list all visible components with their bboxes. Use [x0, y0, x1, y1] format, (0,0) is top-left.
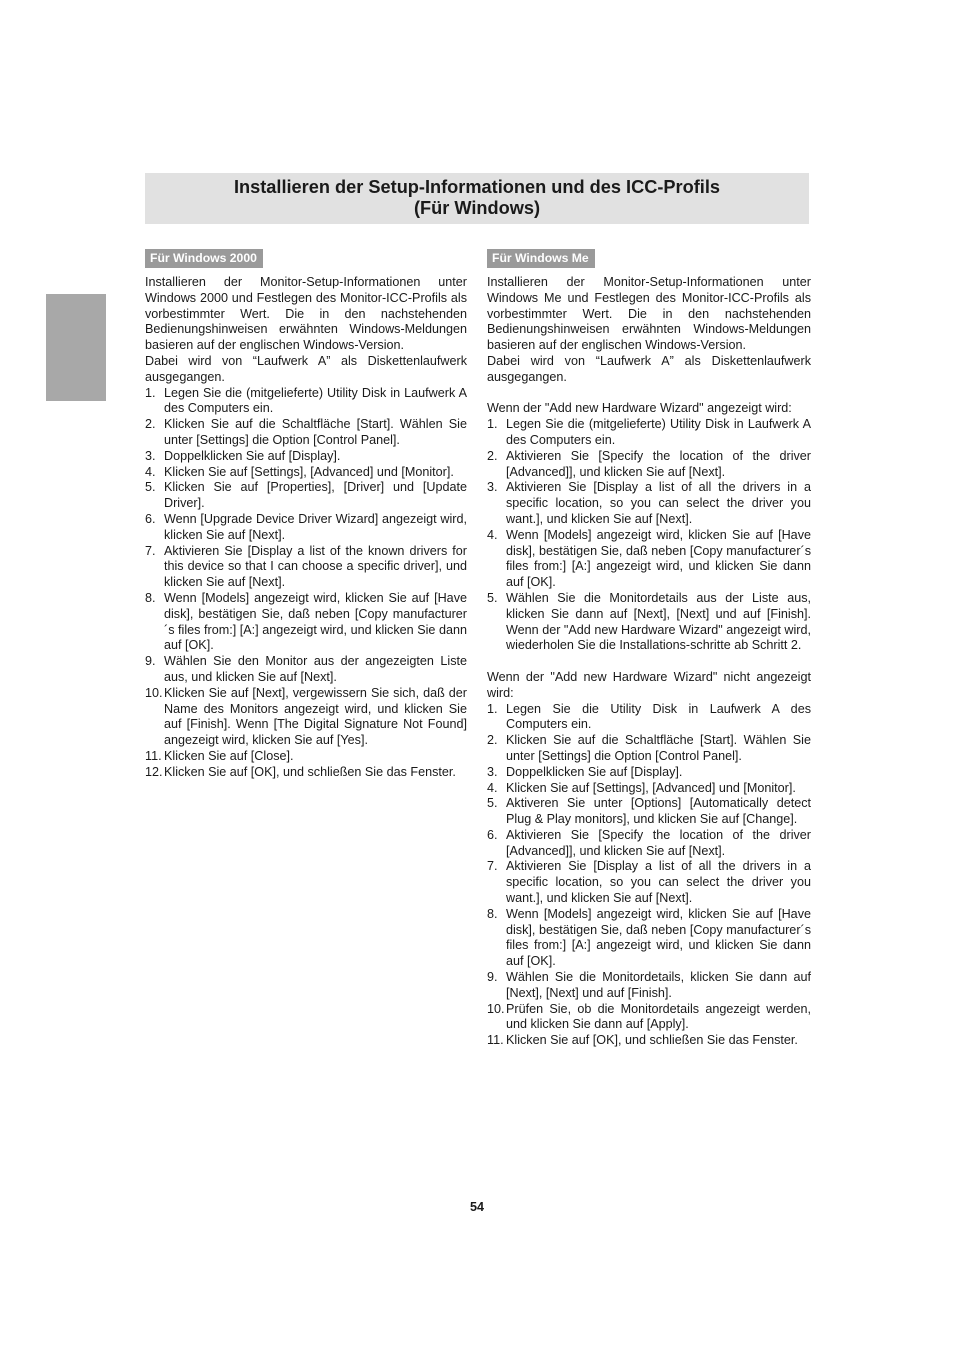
step-number: 2.: [145, 417, 156, 432]
step-number: 9.: [145, 654, 156, 669]
list-item: [145, 591, 467, 654]
list-item: [145, 512, 467, 544]
list-item: [145, 386, 467, 418]
page-title: [145, 173, 809, 224]
drive-note: Dabei wird von “Laufwerk A” als Diskettenlaufwerk ausgegangen.: [487, 353, 811, 384]
step-text: Wählen Sie die Monitordetails, klicken Sie dann auf [Next], [Next] und auf [Finish].: [506, 970, 811, 1000]
list-item: [487, 859, 811, 906]
step-number: 1.: [487, 701, 498, 716]
step-number: 7.: [145, 543, 156, 558]
step-number: 9.: [487, 970, 498, 985]
step-text: Wenn [Models] angezeigt wird, klicken Sie auf [Have disk], bestätigen Sie, daß neben [Copy manufacturer´s files from:] [A:] angezeigt wird, und klicken Sie dann auf [OK].: [164, 590, 467, 653]
spacer: [487, 654, 811, 670]
list-item: [487, 796, 811, 828]
step-number: 1.: [145, 385, 156, 400]
list-item: [487, 733, 811, 765]
step-text: Wählen Sie den Monitor aus der angezeigten Liste aus, und klicken Sie auf [Next].: [164, 654, 467, 684]
step-number: 6.: [487, 827, 498, 842]
step-number: 4.: [145, 464, 156, 479]
list-item: [145, 544, 467, 591]
step-text: Aktivieren Sie [Display a list of all the drivers in a specific location, so you can select the driver you want.], und klicken Sie auf [Next].: [506, 859, 811, 906]
list-item: [145, 417, 467, 449]
step-number: 2.: [487, 733, 498, 748]
list-item: [487, 702, 811, 734]
step-number: 5.: [487, 796, 498, 811]
steps-list: [487, 417, 811, 654]
list-item: [145, 654, 467, 686]
step-text: Prüfen Sie, ob die Monitordetails angezeigt werden, und klicken Sie dann auf [Apply].: [506, 1001, 811, 1032]
list-item: [487, 528, 811, 591]
step-number: 3.: [487, 764, 498, 779]
page-title-line2: (Für Windows): [413, 197, 541, 218]
list-item: [145, 480, 467, 512]
case-heading-wizard-shown: Wenn der "Add new Hardware Wizard" angezeigt wird:: [487, 401, 792, 416]
case-heading-wizard-not-shown: Wenn der "Add new Hardware Wizard" nicht angezeigt wird:: [487, 669, 811, 700]
step-text: Aktivieren Sie [Specify the location of the driver [Advanced]], und klicken Sie auf [Next].: [506, 827, 811, 858]
windows-2000-section: [145, 249, 467, 781]
list-item: [487, 591, 811, 654]
drive-note: Dabei wird von “Laufwerk A” als Diskettenlaufwerk ausgegangen.: [145, 353, 467, 384]
step-number: 10.: [145, 685, 163, 700]
list-item: [487, 1033, 811, 1049]
step-number: 11.: [487, 1033, 504, 1048]
page-title-line1: Installieren der Setup-Informationen und des ICC-Profils: [233, 177, 721, 197]
step-text: Klicken Sie auf [Properties], [Driver] und [Update Driver].: [164, 480, 467, 511]
step-text: Aktivieren Sie [Specify the location of the driver [Advanced]], und klicken Sie auf [Next].: [506, 448, 811, 479]
step-text: Wenn [Models] angezeigt wird, klicken Sie auf [Have disk], bestätigen Sie, daß neben [Copy manufacturer´s files from:] [A:] angezeigt wird, und klicken Sie dann auf [OK].: [506, 527, 811, 590]
step-text: Aktivieren Sie [Display a list of the known drivers for this device so that I can choose a specific driver], und klicken Sie auf [Next].: [164, 543, 467, 590]
step-number: 3.: [145, 448, 156, 463]
step-number: 6.: [145, 511, 156, 526]
list-item: [487, 828, 811, 860]
list-item: [487, 1002, 811, 1034]
step-text: Klicken Sie auf [Settings], [Advanced] und [Monitor].: [164, 464, 454, 479]
list-item: [487, 480, 811, 527]
list-item: [487, 970, 811, 1002]
step-text: Legen Sie die (mitgelieferte) Utility Disk in Laufwerk A des Computers ein.: [506, 417, 811, 447]
step-text: Klicken Sie auf [Settings], [Advanced] und [Monitor].: [506, 780, 796, 795]
step-text: Klicken Sie auf die Schaltfläche [Start]. Wählen Sie unter [Settings] die Option [Control Panel].: [506, 733, 811, 763]
list-item: [487, 765, 811, 781]
list-item: [487, 907, 811, 970]
list-item: [145, 465, 467, 481]
step-text: Legen Sie die (mitgelieferte) Utility Disk in Laufwerk A des Computers ein.: [164, 385, 467, 416]
step-number: 7.: [487, 859, 498, 874]
step-number: 5.: [145, 480, 156, 495]
step-text: Legen Sie die Utility Disk in Laufwerk A des Computers ein.: [506, 701, 811, 732]
step-text: Klicken Sie auf [OK], und schließen Sie das Fenster.: [164, 764, 456, 779]
step-number: 4.: [487, 527, 498, 542]
step-text: Klicken Sie auf [Next], vergewissern Sie sich, daß der Name des Monitors angezeigt wird, und klicken Sie auf [Finish]. Wenn [The Digital Signature Not Found] angezeigt wird, klicken Sie auf [Yes].: [164, 685, 467, 748]
step-text: Wählen Sie die Monitordetails aus der Liste aus, klicken Sie dann auf [Next], [Next] und auf [Finish]. Wenn der "Add new Hardware Wizard" angezeigt wird, wiederholen Sie die Installations-schritte ab Schritt 2.: [506, 590, 811, 653]
intro-paragraph: Installieren der Monitor-Setup-Informationen unter Windows Me und Festlegen des Monitor-ICC-Profils als vorbestimmter Wert. Die in den nachstehenden Bedienungshinweisen erwähnten Windows-Meldungen basieren auf der englischen Windows-Version.: [487, 275, 811, 353]
step-number: 10.: [487, 1001, 505, 1016]
step-number: 1.: [487, 417, 498, 432]
step-number: 3.: [487, 480, 498, 495]
step-text: Wenn [Upgrade Device Driver Wizard] angezeigt wird, klicken Sie auf [Next].: [164, 511, 467, 542]
list-item: [487, 417, 811, 449]
windows-me-section: [487, 249, 811, 1049]
step-number: 11.: [145, 748, 162, 763]
steps-list: [145, 386, 467, 781]
list-item: [145, 449, 467, 465]
page-number: 54: [469, 1200, 484, 1214]
step-number: 4.: [487, 780, 498, 795]
list-item: [145, 749, 467, 765]
step-text: Doppelklicken Sie auf [Display].: [164, 448, 341, 463]
step-text: Aktiveren Sie unter [Options] [Automatically detect Plug & Play monitors], und klicken Sie auf [Change].: [506, 796, 811, 827]
step-number: 8.: [487, 906, 498, 921]
step-number: 8.: [145, 590, 156, 605]
step-text: Klicken Sie auf die Schaltfläche [Start]. Wählen Sie unter [Settings] die Option [Control Panel].: [164, 417, 467, 447]
list-item: [145, 686, 467, 749]
step-number: 12.: [145, 764, 163, 779]
side-tab-marker: [46, 294, 106, 401]
section-label-windows-me: Für Windows Me: [487, 249, 595, 268]
step-text: Doppelklicken Sie auf [Display].: [506, 764, 683, 779]
list-item: [487, 781, 811, 797]
step-text: Klicken Sie auf [OK], und schließen Sie das Fenster.: [506, 1033, 798, 1048]
step-number: 2.: [487, 448, 498, 463]
steps-list: [487, 702, 811, 1050]
section-label-windows-2000: Für Windows 2000: [145, 249, 263, 268]
list-item: [487, 449, 811, 481]
intro-paragraph: Installieren der Monitor-Setup-Informationen unter Windows 2000 und Festlegen des Monitor-ICC-Profils als vorbestimmter Wert. Die in den nachstehenden Bedienungshinweisen erwähnten Windows-Meldungen basieren auf der englischen Windows-Version.: [145, 275, 467, 353]
step-text: Klicken Sie auf [Close].: [164, 748, 294, 763]
step-text: Wenn [Models] angezeigt wird, klicken Sie auf [Have disk], bestätigen Sie, daß neben [Copy manufacturer´s files from:] [A:] angezeigt wird, und klicken Sie dann auf [OK].: [506, 906, 811, 969]
step-text: Aktivieren Sie [Display a list of all the drivers in a specific location, so you can select the driver you want.], und klicken Sie auf [Next].: [506, 480, 811, 526]
spacer: [487, 386, 811, 402]
step-number: 5.: [487, 590, 498, 605]
list-item: [145, 765, 467, 781]
